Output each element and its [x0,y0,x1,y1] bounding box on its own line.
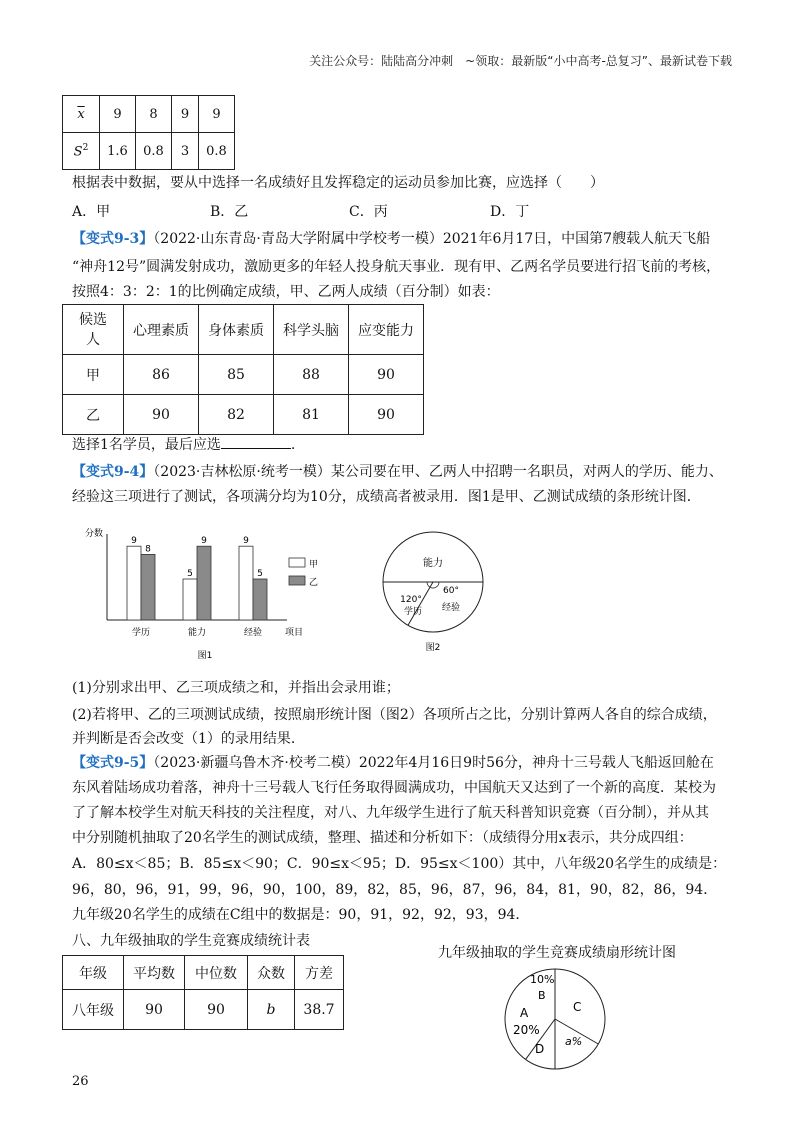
data-label: 9 [201,536,207,547]
grade-stats-table [62,955,344,1030]
problem-text: 九年级20名学生的成绩在C组中的数据是：90，91，92，92，93，94． [72,907,530,923]
table-title: 八、九年级抽取的学生竞赛成绩统计表 [72,933,310,949]
table-cell: 90 [185,990,248,1030]
table-cell: 90 [124,990,185,1030]
bar [253,579,267,620]
table-header: 中位数 [185,956,248,990]
option-a: A．甲 [72,204,111,220]
data-label: 9 [131,536,137,547]
table-cell: 9 [172,96,199,133]
problem-text: A．80≤x＜85；B．85≤x＜90；C．90≤x＜95；D．95≤x＜100）其中，八年级20名学生的成绩是： [72,856,727,872]
problem-text: （2023·新疆乌鲁木齐·校考二模）2022年4月16日9时56分，神舟十三号载人飞船返回舱在 [153,755,714,771]
problem-text: 中分别随机抽取了20名学生的测试成绩，整理、描述和分析如下：（成绩得分用x表示，共分成四组： [72,830,693,846]
option-b: B．乙 [210,204,249,220]
bar [197,546,211,620]
answer-prompt: 选择1名学员，最后应选 [72,437,221,453]
table-cell: 3 [172,133,199,170]
bar [183,579,197,620]
problem-text: （2022·山东青岛·青岛大学附属中学校考一模）2021年6月17日，中国第7艘载人航天飞船 [153,231,711,247]
variance-table [62,95,235,170]
slice-label: 经验 [441,603,461,613]
table-cell: 0.8 [199,133,235,170]
option-c: C．丙 [349,204,388,220]
table-cell: 9 [100,96,136,133]
angle-label: 60° [443,586,459,596]
table-header: 应变能力 [349,305,424,355]
bar [239,546,253,620]
legend-label: 甲 [309,560,319,570]
table-cell: 82 [199,395,274,435]
slice-label: D [535,1042,545,1056]
table-cell: 86 [124,355,199,395]
problem-text: “神舟12号”圆满发射成功，激励更多的年轻人投身航天事业．现有甲、乙两名学员要进行招飞前的考核， [72,259,721,275]
bar-chart-fig1 [85,528,325,663]
data-label: 5 [187,569,193,579]
table-header: 身体素质 [199,305,274,355]
angle-label: 120° [400,595,422,605]
problem-text: 东风着陆场成功着落，神舟十三号载人飞行任务取得圆满成功，中国航天又达到了一个新的高度．某校为 [72,780,716,796]
data-label: 9 [243,536,249,547]
tick-label: 经验 [243,628,263,638]
table-cell: 乙 [63,395,124,435]
figure-caption: 图1 [197,651,213,661]
slice-label: 学历 [403,607,423,617]
table-header: 众数 [248,956,295,990]
tick-label: 能力 [187,628,207,638]
slice-label: C [573,1000,582,1014]
problem-text: 经验这三项进行了测试，各项满分均为10分，成绩高者被录用．图1是甲、乙测试成绩的条形统计图． [72,489,701,505]
data-label: 8 [145,544,151,555]
table-header: 方差 [295,956,344,990]
sub-question-2: (2)若将甲、乙的三项测试成绩，按照扇形统计图（图2）各项所占之比，分别计算两人各自的综合成绩， [72,707,717,723]
problem-text: 了了解本校学生对航天科技的关注程度，对八、九年级学生进行了航天科普知识竞赛（百分制），并从其 [72,805,709,821]
slice-value: 10% [530,973,555,986]
pie-chart-grade9 [500,964,610,1074]
variance-label: $S^2$ [63,133,100,170]
table-header: 心理素质 [124,305,199,355]
legend-label: 乙 [309,578,319,588]
table-cell: 90 [349,395,424,435]
table-header: 科学头脑 [274,305,349,355]
variant-tag: 【变式9-4】 [72,464,154,480]
variant-tag: 【变式9-5】 [72,755,154,771]
table-cell: 38.7 [295,990,344,1030]
table-cell: 8 [136,96,172,133]
table-cell: 81 [274,395,349,435]
table-cell: 88 [274,355,349,395]
sub-question-1: (1)分别求出甲、乙三项成绩之和，并指出会录用谁； [72,680,400,696]
table-cell: 90 [124,395,199,435]
pie-chart-title: 九年级抽取的学生竞赛成绩扇形统计图 [438,945,676,961]
bar [141,554,155,620]
table-cell: 90 [349,355,424,395]
option-d: D．丁 [490,204,530,220]
table-header: 平均数 [124,956,185,990]
data-label: 5 [257,569,263,579]
slice-label: A [520,1006,529,1020]
table-cell: 1.6 [100,133,136,170]
tick-label: 学历 [131,628,151,638]
legend-swatch [289,558,305,567]
score-list: 96，80，96，91，99，96，90，100，89，82，85，96，87，96，84，81，90，82，86，94． [72,882,718,898]
sub-question-2-cont: 并判断是否会改变（1）的录用结果． [72,731,305,747]
score-table [62,304,424,435]
table-cell: b [248,990,295,1030]
table-cell: 八年级 [63,990,124,1030]
answer-blank [221,434,291,449]
problem-text: （2023·吉林松原·统考一模）某公司要在甲、乙两人中招聘一名职员，对两人的学历、能力、 [153,464,723,480]
pie-chart-fig2 [375,530,505,660]
slice-value: 20% [513,1023,540,1037]
x-axis-label: 项目 [285,628,304,638]
page-number: 26 [72,1074,89,1089]
table-cell: 甲 [63,355,124,395]
y-axis-label: 分数 [85,529,104,539]
table-cell: 9 [199,96,235,133]
figure-caption: 图2 [425,643,441,653]
question-stem: 根据表中数据，要从中选择一名成绩好且发挥稳定的运动员参加比赛，应选择（ ） [72,175,604,191]
mean-label: $\overline{x}$ [63,96,100,133]
page-header: 关注公众号：陆陆高分冲刺 ~领取：最新版“小中高考-总复习”、最新试卷下载 [309,54,732,68]
slice-label: 能力 [423,558,443,569]
slice-label: B [538,989,546,1002]
problem-text: 按照4：3：2：1的比例确定成绩，甲、乙两人成绩（百分制）如表： [72,284,500,300]
legend-swatch [289,576,305,585]
slice-value: a% [565,1035,583,1048]
table-cell: 85 [199,355,274,395]
table-header: 年级 [63,956,124,990]
variant-tag: 【变式9-3】 [72,231,154,247]
bar [127,546,141,620]
table-header: 候选人 [63,305,124,355]
table-cell: 0.8 [136,133,172,170]
